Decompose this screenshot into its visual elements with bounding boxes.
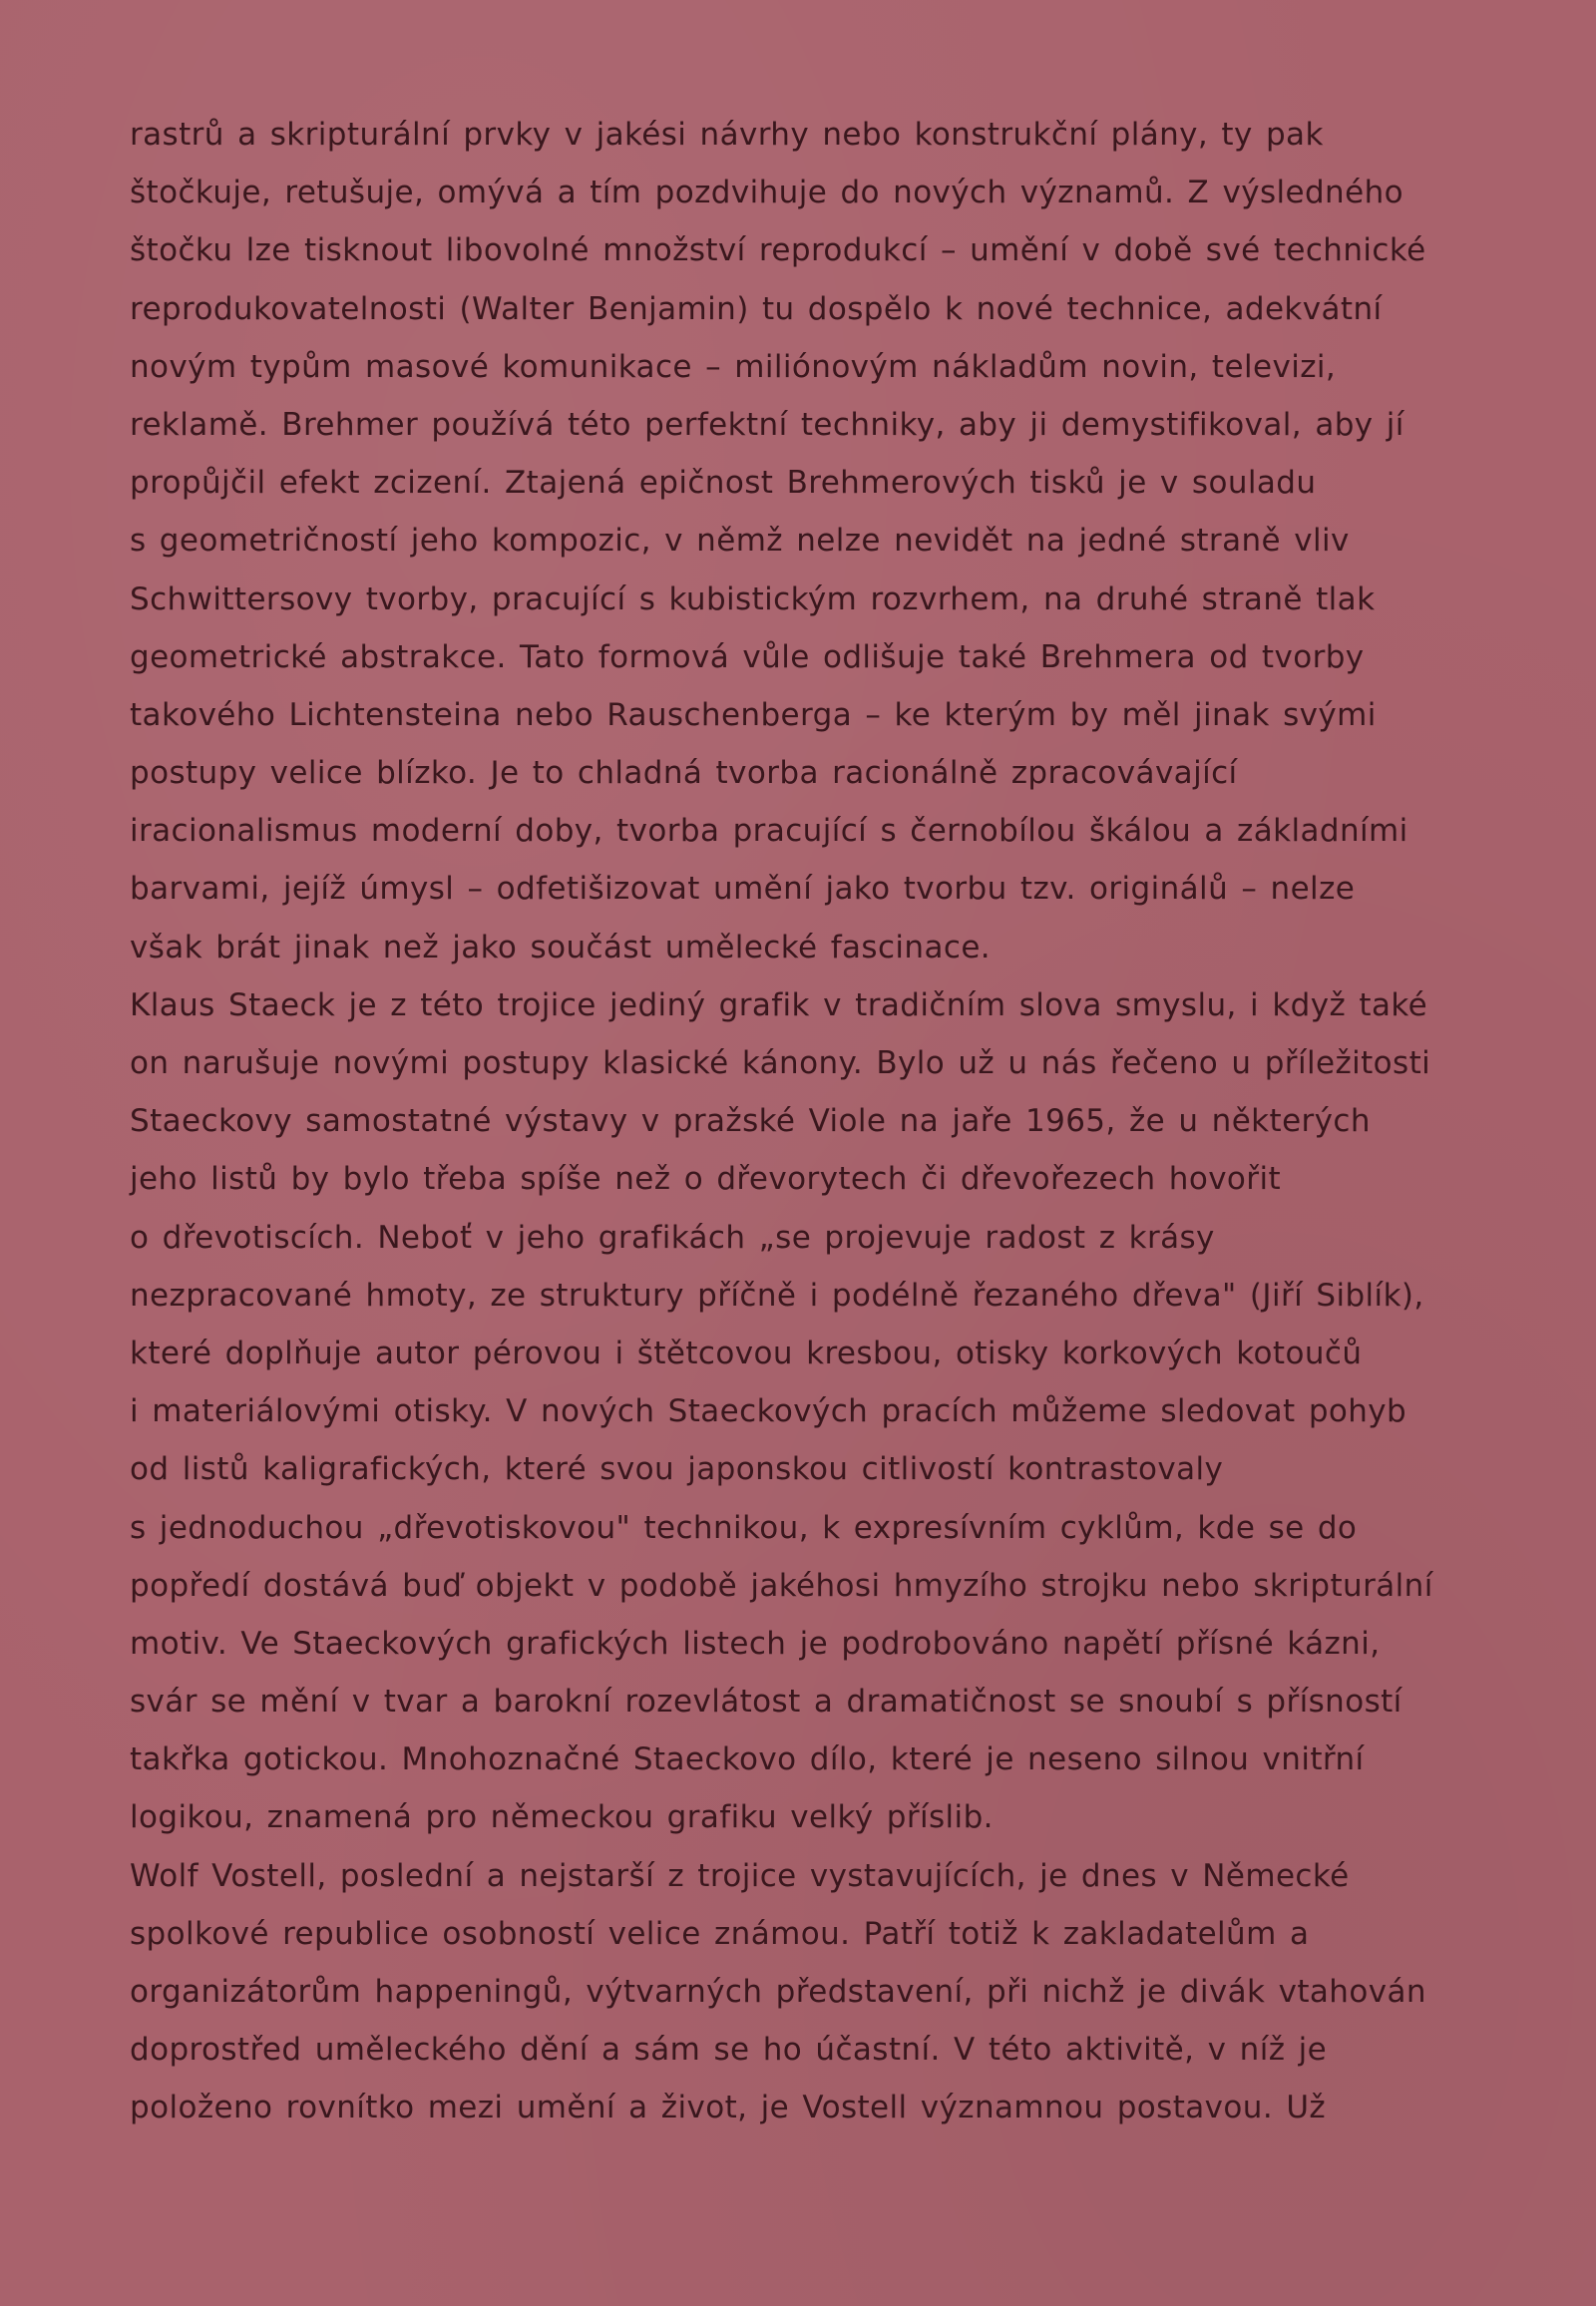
text-line: geometrické abstrakce. Tato formová vůle odlišuje také Brehmera od tvorby xyxy=(130,638,1365,675)
text-line: motiv. Ve Staeckových grafických listech je podrobováno napětí přísné kázni, xyxy=(130,1625,1381,1662)
text-line: on narušuje novými postupy klasické kánony. Bylo už u nás řečeno u příležitosti xyxy=(130,1045,1431,1081)
text-line: položeno rovnítko mezi umění a život, je Vostell významnou postavou. Už xyxy=(130,2090,1327,2126)
text-line: Klaus Staeck je z této trojice jediný grafik v tradičním slova smyslu, i když také xyxy=(130,986,1428,1023)
text-line: postupy velice blízko. Je to chladná tvorba racionálně zpracovávající xyxy=(130,755,1238,792)
text-line: doprostřed uměleckého dění a sám se ho účastní. V této aktivitě, v níž je xyxy=(130,2032,1328,2069)
text-line: nezpracované hmoty, ze struktury příčně i podélně řezaného dřeva" (Jiří Siblík), xyxy=(130,1277,1424,1314)
text-line: iracionalismus moderní doby, tvorba pracující s černobílou škálou a základními xyxy=(130,813,1408,850)
text-line: reprodukovatelnosti (Walter Benjamin) tu dospělo k nové technice, adekvátní xyxy=(130,290,1383,327)
text-line: štočku lze tisknout libovolné množství reprodukcí – umění v době své technické xyxy=(130,232,1426,269)
text-line: takového Lichtensteina nebo Rauschenberga – ke kterým by měl jinak svými xyxy=(130,696,1377,733)
text-line: i materiálovými otisky. V nových Staeckových pracích můžeme sledovat pohyb xyxy=(130,1393,1407,1430)
body-text xyxy=(130,106,1476,2137)
text-line: které doplňuje autor pérovou i štětcovou kresbou, otisky korkových kotoučů xyxy=(130,1335,1363,1371)
text-line: reklamě. Brehmer používá této perfektní techniky, aby ji demystifikoval, aby jí xyxy=(130,406,1404,443)
text-line: rastrů a skripturální prvky v jakési návrhy nebo konstrukční plány, ty pak xyxy=(130,117,1324,153)
text-line: od listů kaligrafických, které svou japonskou citlivostí kontrastovaly xyxy=(130,1451,1224,1488)
text-line: takřka gotickou. Mnohoznačné Staeckovo dílo, které je neseno silnou vnitřní xyxy=(130,1741,1365,1778)
text-line: barvami, jejíž úmysl – odfetišizovat umění jako tvorbu tzv. originálů – nelze xyxy=(130,871,1356,908)
text-line: Schwittersovy tvorby, pracující s kubistickým rozvrhem, na druhé straně tlak xyxy=(130,580,1376,617)
text-line: logikou, znamená pro německou grafiku velký příslib. xyxy=(130,1799,994,1836)
text-line: novým typům masové komunikace – miliónovým nákladům novin, televizi, xyxy=(130,348,1337,385)
text-line: štočkuje, retušuje, omývá a tím pozdvihuje do nových významů. Z výsledného xyxy=(130,175,1403,211)
text-line: spolkové republice osobností velice známou. Patří totiž k zakladatelům a xyxy=(130,1915,1310,1952)
text-line: organizátorům happeningů, výtvarných představení, při nichž je divák vtahován xyxy=(130,1974,1426,2010)
text-line: Staeckovy samostatné výstavy v pražské Viole na jaře 1965, že u některých xyxy=(130,1103,1371,1140)
text-line: jeho listů by bylo třeba spíše než o dřevorytech či dřevořezech hovořit xyxy=(130,1161,1282,1198)
text-line: s geometričností jeho kompozic, v němž nelze nevidět na jedné straně vliv xyxy=(130,523,1350,560)
text-line: s jednoduchou „dřevotiskovou" technikou, k expresívním cyklům, kde se do xyxy=(130,1509,1358,1546)
text-line: propůjčil efekt zcizení. Ztajená epičnost Brehmerových tisků je v souladu xyxy=(130,465,1317,502)
text-line: však brát jinak než jako součást umělecké fascinace. xyxy=(130,929,992,965)
text-line: Wolf Vostell, poslední a nejstarší z trojice vystavujících, je dnes v Německé xyxy=(130,1857,1350,1894)
text-line: svár se mění v tvar a barokní rozevlátost a dramatičnost se snoubí s přísností xyxy=(130,1684,1402,1721)
text-line: o dřevotiscích. Neboť v jeho grafikách „se projevuje radost z krásy xyxy=(130,1219,1215,1256)
text-line: popředí dostává buď objekt v podobě jakéhosi hmyzího strojku nebo skripturální xyxy=(130,1567,1433,1604)
